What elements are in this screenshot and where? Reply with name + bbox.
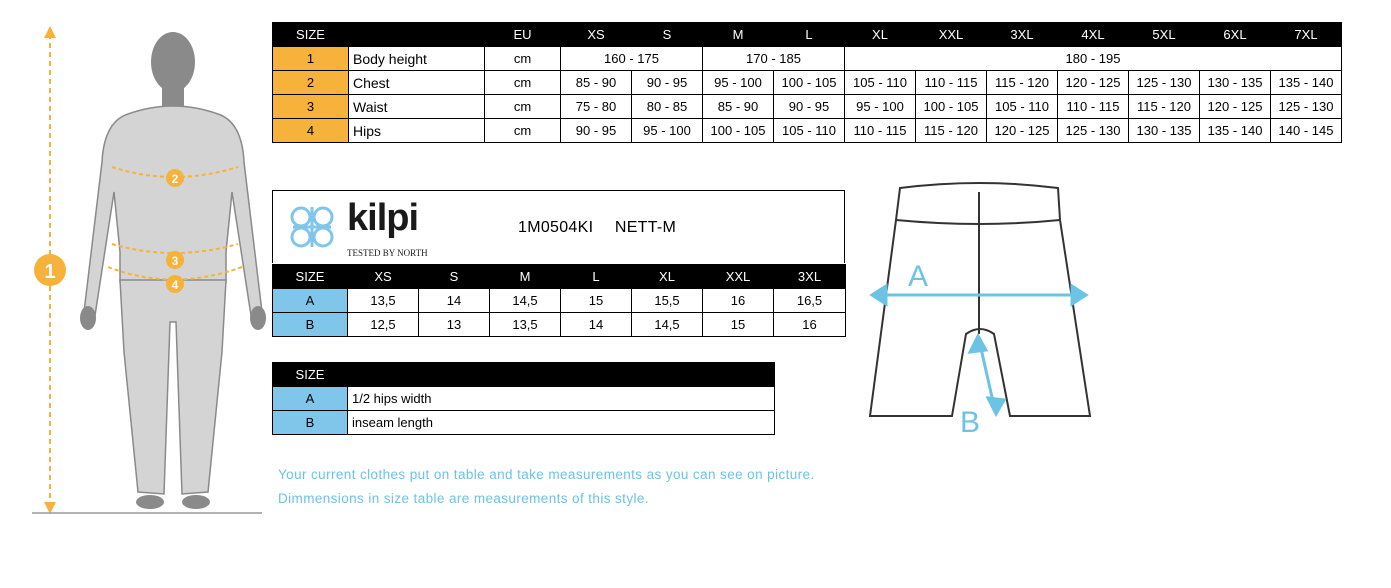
table-cell: 85 - 90 [703,95,774,119]
model-code: 1M0504KI [518,219,594,236]
table-cell: 100 - 105 [916,95,987,119]
table-row [273,313,846,337]
table-cell: 95 - 100 [632,119,703,143]
row-unit: cm [485,95,561,119]
table-cell: 115 - 120 [1129,95,1200,119]
table-cell: 105 - 110 [845,71,916,95]
table-cell: 95 - 100 [703,71,774,95]
header-cell: SIZE [273,265,348,289]
header-cell: M [490,265,561,289]
brand-name: kilpi [347,197,419,239]
header-cell: 3XL [987,23,1058,47]
table-cell: 80 - 85 [632,95,703,119]
measurement-legend-table [272,362,775,435]
shorts-measurement-diagram [862,178,1098,440]
table-cell: 14 [419,289,490,313]
table-cell: 135 - 140 [1271,71,1342,95]
main-size-table [272,22,1342,143]
table-cell: 85 - 90 [561,71,632,95]
table-cell: 110 - 115 [916,71,987,95]
header-cell: 7XL [1271,23,1342,47]
table-row [273,119,1342,143]
header-cell: XXL [703,265,774,289]
model-name: NETT-M [614,219,677,236]
table-cell: 14,5 [632,313,703,337]
row-number: 4 [273,119,349,143]
table-cell: 75 - 80 [561,95,632,119]
row-label: Chest [349,71,485,95]
header-cell: M [703,23,774,47]
table-cell: 140 - 145 [1271,119,1342,143]
table-cell: 120 - 125 [1058,71,1129,95]
table-cell: 90 - 95 [774,95,845,119]
header-cell: XS [561,23,632,47]
table-cell: 160 - 175 [561,47,703,71]
product-table-header [273,265,846,289]
table-cell: 13,5 [490,313,561,337]
table-cell: 125 - 130 [1058,119,1129,143]
header-cell: 5XL [1129,23,1200,47]
table-cell: 115 - 120 [987,71,1058,95]
label-a: A [908,260,929,293]
table-cell: 15,5 [632,289,703,313]
table-cell: 105 - 110 [774,119,845,143]
table-row [273,411,775,435]
table-cell: 180 - 195 [845,47,1342,71]
row-number: 2 [273,71,349,95]
table-cell: 90 - 95 [561,119,632,143]
table-cell: 15 [561,289,632,313]
table-cell: 120 - 125 [987,119,1058,143]
body-measurement-figure [30,22,270,518]
row-description: inseam length [348,411,775,435]
table-cell: 125 - 130 [1271,95,1342,119]
table-cell: 14 [561,313,632,337]
table-cell: 130 - 135 [1129,119,1200,143]
header-cell: 6XL [1200,23,1271,47]
model-info [518,219,676,237]
header-cell: S [419,265,490,289]
row-key: B [273,411,348,435]
table-cell: 125 - 130 [1129,71,1200,95]
brand-tagline: TESTED BY NORTH [347,248,428,258]
header-cell: XS [348,265,419,289]
table-cell: 12,5 [348,313,419,337]
row-unit: cm [485,119,561,143]
header-cell [349,23,485,47]
table-cell: 16,5 [774,289,846,313]
table-cell: 16 [703,289,774,313]
row-number: 3 [273,95,349,119]
table-cell: 170 - 185 [703,47,845,71]
row-key: A [273,387,348,411]
table-row [273,71,1342,95]
legend-table-header [273,363,775,387]
person-silhouette-icon [80,32,266,509]
header-cell: SIZE [273,363,348,387]
table-cell: 13,5 [348,289,419,313]
instruction-note: Your current clothes put on table and take measurements as you can see on picture. [278,467,815,482]
table-cell: 90 - 95 [632,71,703,95]
header-cell [348,363,775,387]
table-cell: 105 - 110 [987,95,1058,119]
table-cell: 100 - 105 [774,71,845,95]
header-cell: EU [485,23,561,47]
header-cell: SIZE [273,23,349,47]
table-cell: 135 - 140 [1200,119,1271,143]
header-cell: S [632,23,703,47]
table-cell: 16 [774,313,846,337]
row-unit: cm [485,47,561,71]
header-cell: 3XL [774,265,846,289]
table-cell: 14,5 [490,289,561,313]
table-row [273,47,1342,71]
table-cell: 120 - 125 [1200,95,1271,119]
product-size-table [272,264,846,337]
table-cell: 115 - 120 [916,119,987,143]
dimension-note: Dimmensions in size table are measurements of this style. [278,491,649,506]
row-label: Waist [349,95,485,119]
table-cell: 95 - 100 [845,95,916,119]
table-cell: 110 - 115 [1058,95,1129,119]
marker-3: 3 [171,254,179,268]
header-cell: L [774,23,845,47]
row-label: Hips [349,119,485,143]
label-b: B [960,406,981,439]
row-unit: cm [485,71,561,95]
main-table-header [273,23,1342,47]
table-cell: 100 - 105 [703,119,774,143]
row-key: A [273,289,348,313]
header-cell: XXL [916,23,987,47]
table-row [273,387,775,411]
table-cell: 13 [419,313,490,337]
kilpi-knot-logo-icon [281,199,343,255]
header-cell: L [561,265,632,289]
header-cell: XL [845,23,916,47]
table-cell: 15 [703,313,774,337]
marker-2: 2 [171,172,179,186]
row-number: 1 [273,47,349,71]
header-cell: XL [632,265,703,289]
marker-4: 4 [171,278,179,292]
table-cell: 110 - 115 [845,119,916,143]
row-key: B [273,313,348,337]
header-cell: 4XL [1058,23,1129,47]
table-row [273,95,1342,119]
row-description: 1/2 hips width [348,387,775,411]
marker-1: 1 [44,261,56,283]
table-row [273,289,846,313]
row-label: Body height [349,47,485,71]
table-cell: 130 - 135 [1200,71,1271,95]
